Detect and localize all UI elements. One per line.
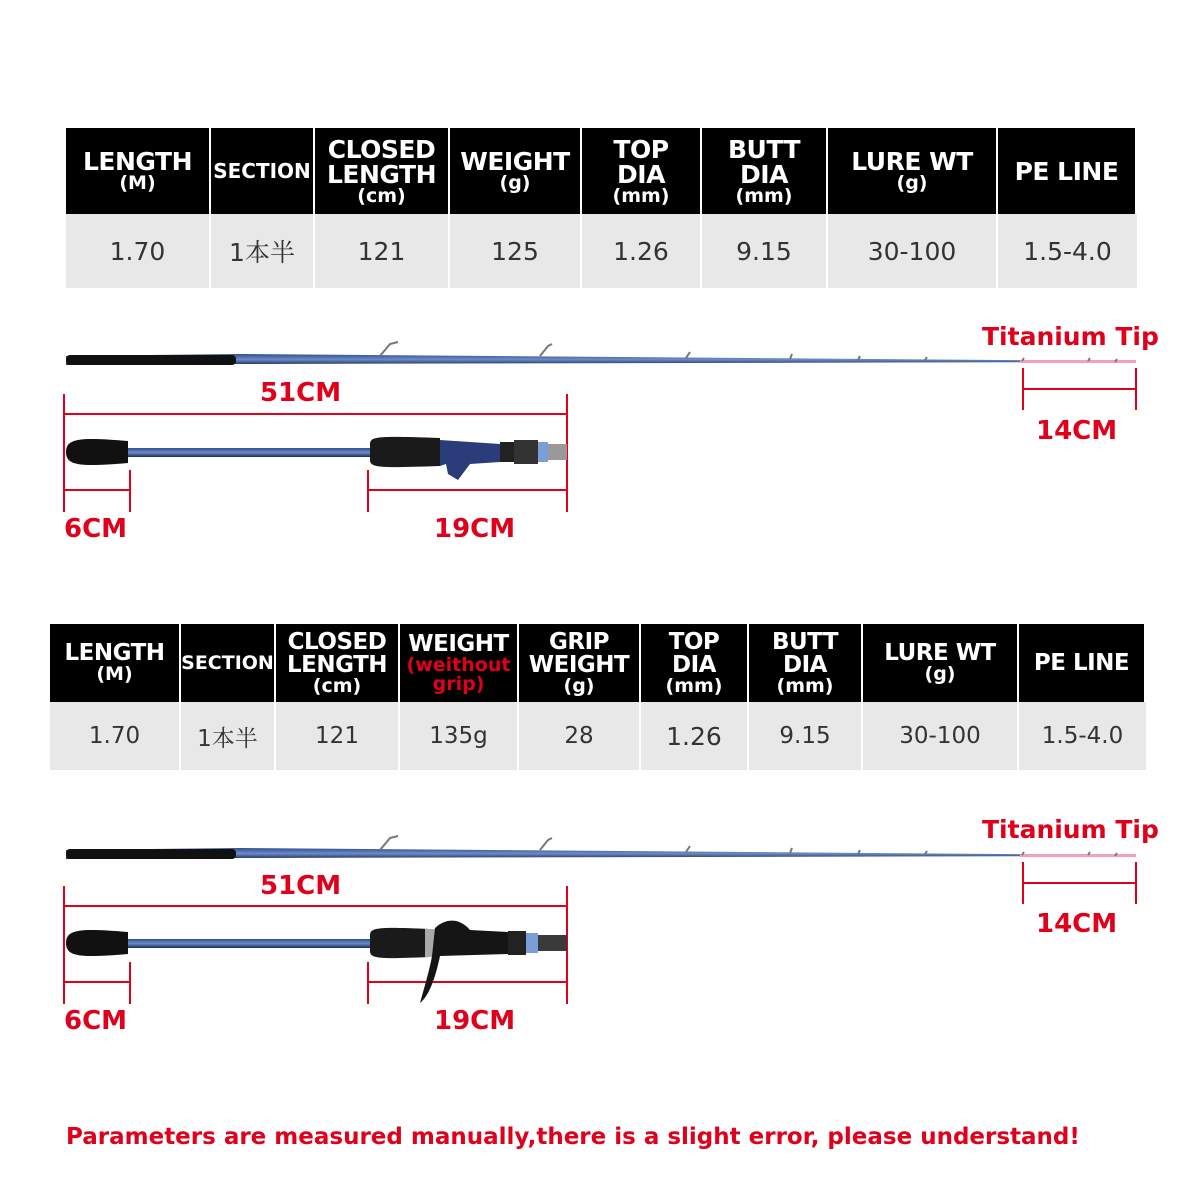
- dimension-lines-1: [64, 368, 1136, 512]
- value-weight: 135g: [400, 702, 519, 770]
- handle-detail-1: [66, 437, 567, 480]
- value-grip-weight: 28: [519, 702, 641, 770]
- header-lure-wt-unit: (g): [924, 663, 956, 685]
- header-closed-length-unit: (cm): [312, 674, 362, 697]
- handle-length-label-2: 51CM: [260, 871, 342, 901]
- tip-length-label-1: 14CM: [1036, 416, 1118, 446]
- header-closed-length-main: CLOSED LENGTH: [327, 134, 436, 189]
- value-length: 1.70: [66, 214, 211, 288]
- full-rod-2: [66, 836, 1136, 859]
- value-pe-line: 1.5-4.0: [1019, 702, 1146, 770]
- header-pe-line-main: PE LINE: [1014, 156, 1119, 186]
- titanium-tip-label-1: Titanium Tip: [982, 322, 1159, 351]
- value-closed-length: 121: [276, 702, 400, 770]
- header-top-dia-unit: (mm): [665, 674, 723, 697]
- header-top-dia-unit: (mm): [612, 184, 670, 207]
- header-weight-main: WEIGHT: [460, 147, 570, 176]
- value-weight: 125: [450, 214, 582, 288]
- value-top-dia: 1.26: [641, 702, 749, 770]
- dimension-lines-2: [64, 862, 1136, 1004]
- header-butt-dia-unit: (mm): [776, 674, 834, 697]
- header-lure-wt-unit: (g): [896, 172, 928, 194]
- header-lure-wt-main: LURE WT: [851, 147, 973, 176]
- header-closed-length-unit: (cm): [357, 184, 406, 207]
- value-closed-length: 121: [315, 214, 450, 288]
- header-pe-line-main: PE LINE: [1033, 649, 1130, 676]
- header-butt-dia-unit: (mm): [735, 184, 793, 207]
- header-butt-dia-main: BUTT DIA: [727, 134, 801, 189]
- butt-length-label-2: 6CM: [64, 1006, 128, 1036]
- value-butt-dia: 9.15: [749, 702, 863, 770]
- header-length-unit: (M): [119, 172, 156, 194]
- header-butt-dia-main: BUTT DIA: [771, 628, 839, 678]
- value-length: 1.70: [50, 702, 181, 770]
- header-weight-main: WEIGHT: [408, 630, 509, 657]
- header-closed-length-main: CLOSED LENGTH: [286, 628, 388, 678]
- grip-length-label-1: 19CM: [434, 514, 516, 544]
- header-top-dia-main: TOP DIA: [668, 628, 720, 678]
- header-section-main: SECTION: [181, 651, 274, 674]
- value-lure-wt: 30-100: [863, 702, 1019, 770]
- header-length-unit: (M): [96, 663, 133, 685]
- value-butt-dia: 9.15: [702, 214, 828, 288]
- header-length-main: LENGTH: [64, 640, 165, 666]
- grip-length-label-2: 19CM: [434, 1006, 516, 1036]
- disclaimer-text: Parameters are measured manually,there is a slight error, please understand!: [66, 1124, 1080, 1150]
- value-pe-line: 1.5-4.0: [998, 214, 1137, 288]
- value-section: 1本半: [181, 702, 276, 770]
- value-top-dia: 1.26: [582, 214, 702, 288]
- titanium-tip-label-2: Titanium Tip: [982, 815, 1159, 844]
- header-grip-weight-unit: (g): [563, 674, 595, 697]
- butt-length-label-1: 6CM: [64, 514, 128, 544]
- header-grip-weight-main: GRIP WEIGHT: [528, 628, 630, 678]
- header-length-main: LENGTH: [83, 147, 192, 176]
- header-weight-unit: (g): [499, 172, 531, 194]
- header-top-dia-main: TOP DIA: [613, 134, 669, 189]
- header-weight-note: (weithout grip): [406, 653, 511, 695]
- header-lure-wt-main: LURE WT: [884, 640, 996, 666]
- tip-length-label-2: 14CM: [1036, 909, 1118, 939]
- handle-detail-2: [66, 921, 567, 1003]
- value-lure-wt: 30-100: [828, 214, 998, 288]
- header-section-main: SECTION: [213, 159, 311, 183]
- full-rod-1: [66, 342, 1136, 365]
- handle-length-label-1: 51CM: [260, 378, 342, 408]
- value-section: 1本半: [211, 214, 315, 288]
